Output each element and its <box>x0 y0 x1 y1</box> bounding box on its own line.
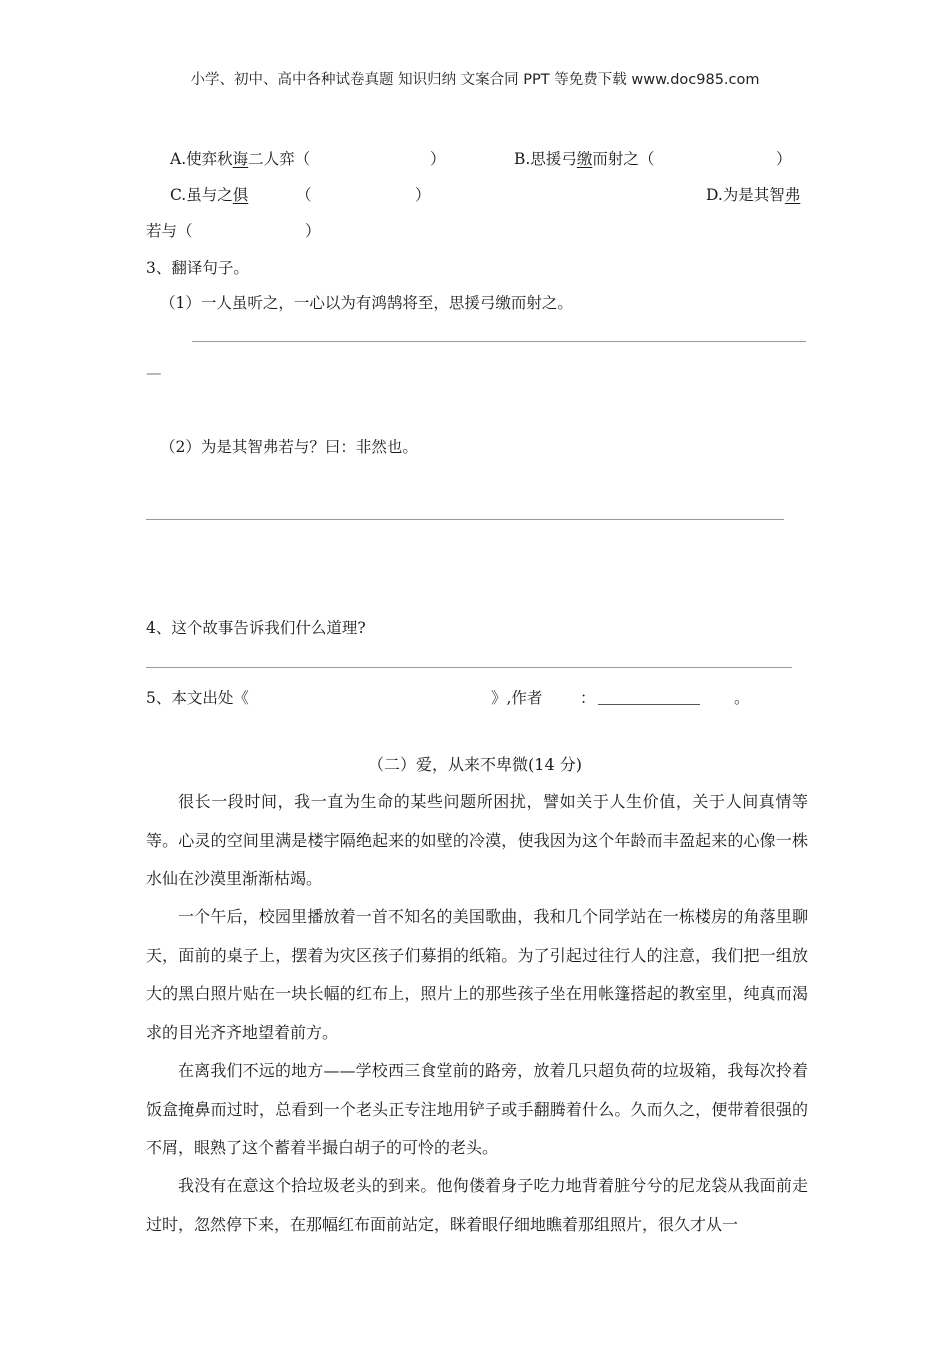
option-b <box>514 147 654 169</box>
question-4-title: 4、这个故事告诉我们什么道理? <box>146 619 366 637</box>
question-5-end: 。 <box>734 689 750 707</box>
option-a-suffix: 二人弈（ <box>248 150 311 168</box>
question-5-colon: ： <box>580 689 596 707</box>
answer-line-1-tail: — <box>146 364 162 382</box>
question-5-mid: 》,作者 <box>491 689 543 707</box>
option-d-underlined: 弗 <box>784 186 801 204</box>
question-3-sentence-1: （1）一人虽听之，一心以为有鸿鹄将至，思援弓缴而射之。 <box>160 294 573 312</box>
passage-title: （二）爱，从来不卑微(14 分) <box>368 755 582 774</box>
option-c-prefix: C.虽与之 <box>170 186 233 204</box>
option-d-close: ） <box>305 222 321 240</box>
passage-paragraph-4: 我没有在意这个拾垃圾老头的到来。他佝偻着身子吃力地背着脏兮兮的尼龙袋从我面前走过时，忽然停下来，在那幅红布面前站定，眯着眼仔细地瞧着那组照片，很久才从一 <box>146 1176 808 1234</box>
passage-paragraph-3: 在离我们不远的地方——学校西三食堂前的路旁，放着几只超负荷的垃圾箱，我每次拎着饭盒掩鼻而过时，总看到一个老头正专注地用铲子或手翻腾着什么。久而久之，便带着很强的不屑，眼熟了这个蓄着半撮白胡子的可怜的老头。 <box>146 1061 808 1157</box>
option-c-underlined: 俱 <box>232 186 249 204</box>
option-b-prefix: B.思援弓 <box>514 150 577 168</box>
answer-line-3[interactable] <box>146 667 792 668</box>
answer-line-1[interactable] <box>192 341 806 342</box>
option-c-open: （ <box>296 186 312 204</box>
option-a-underlined: 诲 <box>232 150 249 168</box>
option-b-close: ） <box>776 150 792 168</box>
option-d-prefix: D.为是其智 <box>706 186 785 204</box>
option-b-underlined: 缴 <box>576 150 593 168</box>
option-d-continuation: 若与（ <box>146 222 193 240</box>
option-c-close: ） <box>415 186 431 204</box>
question-3-title: 3、翻译句子。 <box>146 259 249 277</box>
option-a-prefix: A.使弈秋 <box>170 150 233 168</box>
passage-paragraph-1: 很长一段时间，我一直为生命的某些问题所困扰，譬如关于人生价值，关于人间真情等等。心灵的空间里满是楼宇隔绝起来的如壁的冷漠，使我因为这个年龄而丰盈起来的心像一株水仙在沙漠里渐渐枯竭。 <box>146 792 808 888</box>
option-a-close: ） <box>430 150 446 168</box>
option-b-suffix: 而射之（ <box>592 150 655 168</box>
passage-paragraph-2: 一个午后，校园里播放着一首不知名的美国歌曲，我和几个同学站在一栋楼房的角落里聊天，面前的桌子上，摆着为灾区孩子们募捐的纸箱。为了引起过往行人的注意，我们把一组放大的黑白照片贴在一块长幅的红布上，照片上的那些孩子坐在用帐篷搭起的教室里，纯真而渴求的目光齐齐地望着前方。 <box>146 907 808 1042</box>
option-d <box>706 183 800 205</box>
question-5-prefix: 5、本文出处《 <box>146 689 249 707</box>
question-3-sentence-2: （2）为是其智弗若与？曰：非然也。 <box>160 438 418 456</box>
page-header: 小学、初中、高中各种试卷真题 知识归纳 文案合同 PPT 等免费下载 www.doc985.com <box>190 72 760 88</box>
author-blank[interactable] <box>598 704 700 705</box>
option-a <box>170 147 310 169</box>
option-c <box>170 183 248 205</box>
answer-line-2[interactable] <box>146 519 784 520</box>
